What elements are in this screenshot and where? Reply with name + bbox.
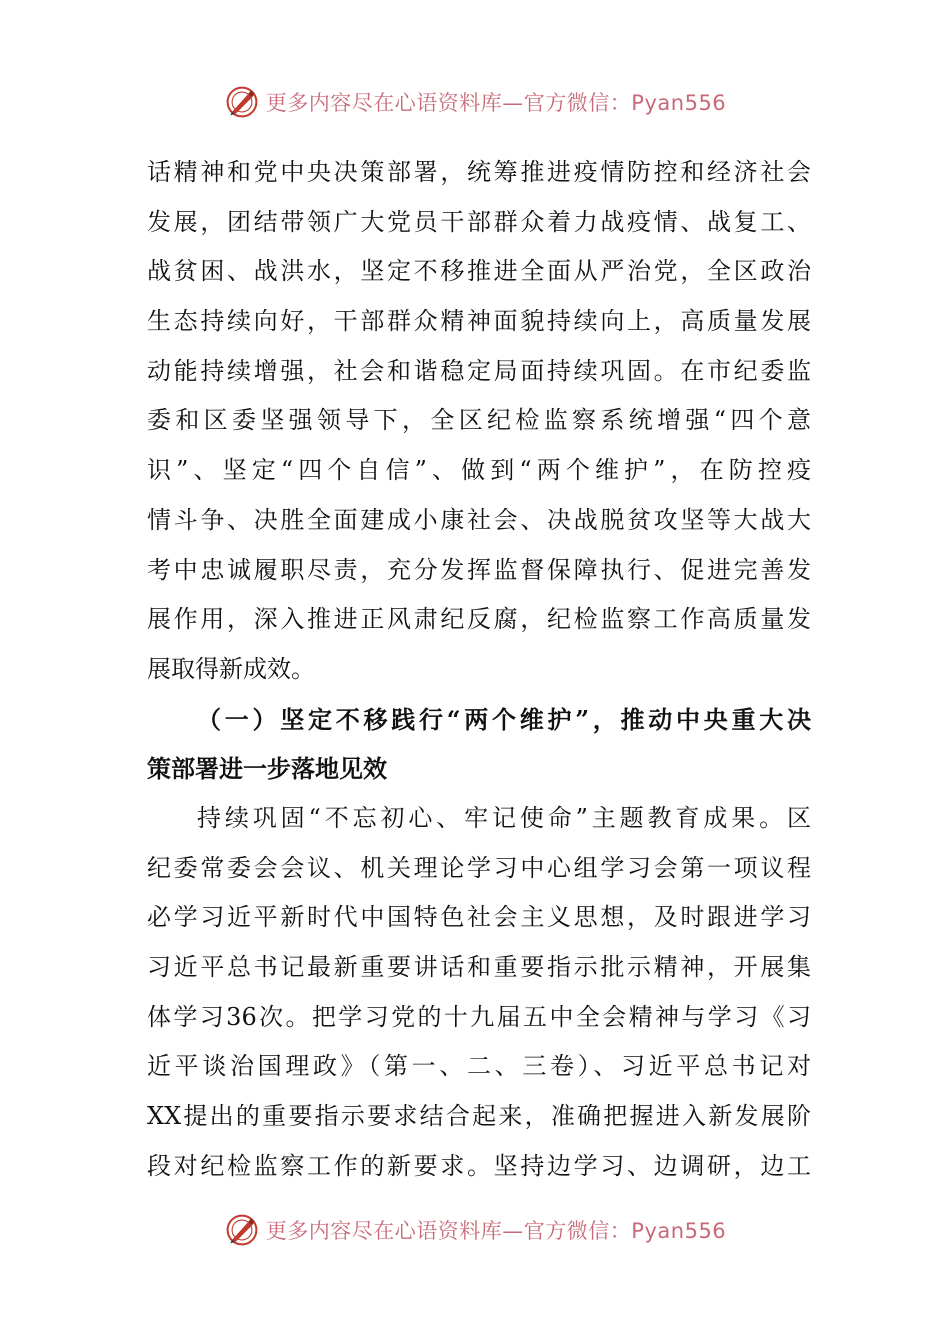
text-line: 识”、坚定“四个自信”、做到“两个维护”，在防控疫	[147, 456, 811, 485]
pen-logo-icon	[224, 1212, 260, 1248]
watermark-text: 更多内容尽在心语资料库—官方微信：Pyan556	[265, 1219, 727, 1243]
text-line: 体学习36次。把学习党的十九届五中全会精神与学习《习	[147, 1002, 811, 1031]
section-heading-continued: 策部署进一步落地见效	[147, 754, 387, 784]
text-line: 必学习近平新时代中国特色社会主义思想，及时跟进学习	[147, 903, 811, 932]
text-line: 考中忠诚履职尽责，充分发挥监督保障执行、促进完善发	[147, 555, 811, 584]
text-line: 展取得新成效。	[147, 654, 315, 683]
text-line: 动能持续增强，社会和谐稳定局面持续巩固。在市纪委监	[147, 356, 811, 385]
paragraph-start: 持续巩固“不忘初心、牢记使命”主题教育成果。区	[197, 803, 811, 832]
text-line: 纪委常委会会议、机关理论学习中心组学习会第一项议程	[147, 853, 811, 882]
text-line: 委和区委坚强领导下，全区纪检监察系统增强“四个意	[147, 406, 811, 435]
section-heading: （一）坚定不移践行“两个维护”，推动中央重大决	[197, 704, 811, 734]
text-line: 发展，团结带领广大党员干部群众着力战疫情、战复工、	[147, 207, 811, 236]
watermark-footer	[0, 1208, 950, 1252]
watermark-header	[0, 80, 950, 124]
text-line: 段对纪检监察工作的新要求。坚持边学习、边调研，边工	[147, 1151, 811, 1180]
text-line: 情斗争、决胜全面建成小康社会、决战脱贫攻坚等大战大	[147, 505, 811, 534]
text-line: 习近平总书记最新重要讲话和重要指示批示精神，开展集	[147, 953, 811, 981]
text-line: 战贫困、战洪水，坚定不移推进全面从严治党，全区政治	[147, 257, 811, 286]
document-body	[147, 148, 811, 1191]
text-line: 生态持续向好，干部群众精神面貌持续向上，高质量发展	[147, 307, 811, 336]
text-line: 展作用，深入推进正风肃纪反腐，纪检监察工作高质量发	[147, 605, 811, 634]
pen-logo-icon	[224, 84, 260, 120]
watermark-text: 更多内容尽在心语资料库—官方微信：Pyan556	[265, 91, 727, 115]
text-line: XX提出的重要指示要求结合起来，准确把握进入新发展阶	[147, 1102, 811, 1131]
text-line: 话精神和党中央决策部署，统筹推进疫情防控和经济社会	[147, 158, 811, 186]
text-line: 近平谈治国理政》（第一、二、三卷）、习近平总书记对	[147, 1052, 811, 1081]
